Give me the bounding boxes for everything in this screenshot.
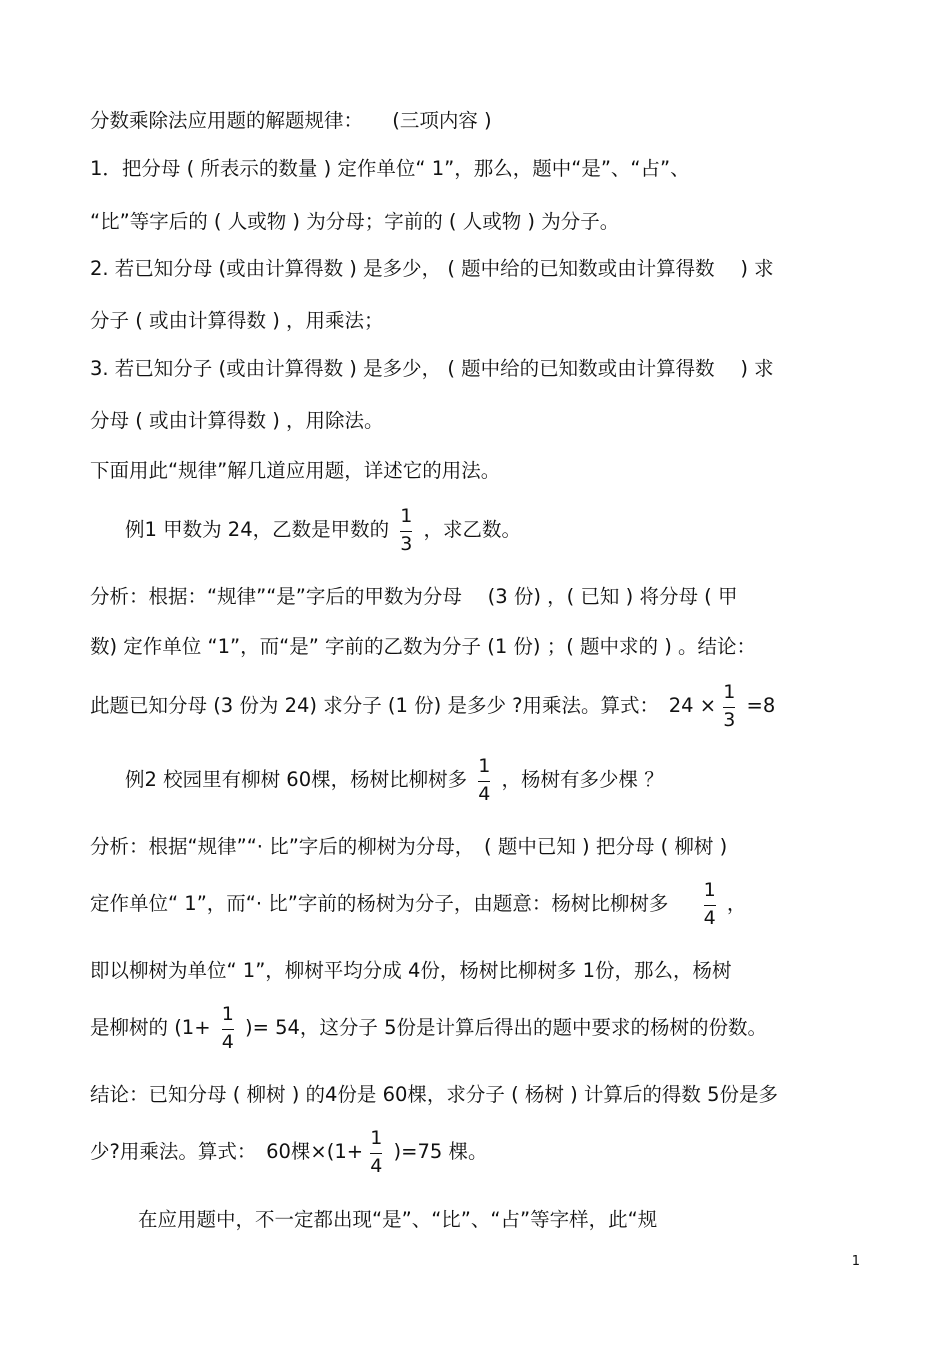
example2-analysis-4 bbox=[90, 1004, 862, 1053]
fraction-bar bbox=[400, 531, 412, 532]
example2-conclusion-text-1: 结论：已知分母 ( 柳树 ) 的4份是 60棵，求分子 ( 杨树 ) 计算后的得数 5份是多 bbox=[90, 1083, 779, 1106]
rule1-line-b bbox=[90, 209, 862, 235]
example2-analysis-1 bbox=[90, 834, 862, 860]
rule3-line-b bbox=[90, 408, 862, 434]
example2-conclusion-1 bbox=[90, 1082, 862, 1108]
example1-analysis-1 bbox=[90, 584, 862, 610]
example2-text-pre: 例2 校园里有柳树 60棵，杨树比柳树多 bbox=[125, 768, 468, 791]
closing-paragraph-line bbox=[138, 1207, 862, 1233]
fraction-numerator: 1 bbox=[370, 1126, 383, 1149]
example2-analysis-2 bbox=[90, 880, 862, 929]
example1-analysis-text-3: 此题已知分母 (3 份为 24) 求分子 (1 份) 是多少 ?用乘法。算式： 24 × bbox=[90, 694, 717, 717]
rule1-text-b: “比”等字后的 ( 人或物 ) 为分母；字前的 ( 人或物 ) 为分子。 bbox=[90, 210, 620, 233]
example1-result: =8 bbox=[746, 694, 776, 717]
example1-fraction bbox=[399, 504, 413, 555]
fraction-numerator: 1 bbox=[703, 878, 716, 901]
fraction-denominator: 4 bbox=[370, 1154, 383, 1177]
fraction-bar bbox=[478, 781, 490, 782]
fraction-bar bbox=[370, 1153, 382, 1154]
fraction-denominator: 4 bbox=[478, 782, 491, 805]
closing-paragraph-text: 在应用题中，不一定都出现“是”、“比”、“占”等字样，此“规 bbox=[138, 1208, 658, 1231]
rule2-line-a bbox=[90, 256, 862, 282]
example1-analysis-text-1: 分析：根据：“规律”“是”字后的甲数为分母 (3 份) ，( 已知 ) 将分母 ( 甲 bbox=[90, 585, 738, 608]
example2-analysis-text-4: 是柳树的 (1+ bbox=[90, 1016, 211, 1039]
fraction-denominator: 4 bbox=[703, 906, 716, 929]
example2-conclusion-text-2: 少?用乘法。算式： 60棵×(1+ bbox=[90, 1140, 364, 1163]
fraction-bar bbox=[222, 1029, 234, 1030]
example1-text-pre: 例1 甲数为 24，乙数是甲数的 bbox=[125, 518, 390, 541]
title-text: 分数乘除法应用题的解题规律： (三项内容 ) bbox=[90, 109, 492, 132]
fraction-denominator: 4 bbox=[221, 1030, 234, 1053]
example1-question bbox=[125, 506, 862, 555]
rule1-text-a: 1．把分母 ( 所表示的数量 ) 定作单位“ 1”，那么，题中“是”、“占”、 bbox=[90, 157, 690, 180]
example2-analysis-text-1: 分析：根据“规律”“· 比”字后的柳树为分母， ( 题中已知 ) 把分母 ( 柳树 ) bbox=[90, 835, 728, 858]
example2-analysis-text-2: 定作单位“ 1”，而“· 比”字前的杨树为分子，由题意：杨树比柳树多 bbox=[90, 892, 669, 915]
example2-analysis-text-2-post: ， bbox=[726, 892, 747, 915]
example2-analysis-text-4-post: )= 54，这分子 5份是计算后得出的题中要求的杨树的份数。 bbox=[244, 1016, 768, 1039]
example1-analysis-text-2: 数) 定作单位 “1”，而“是” 字前的乙数为分子 (1 份) ；( 题中求的 ) 。结论： bbox=[90, 635, 757, 658]
fraction-bar bbox=[723, 707, 735, 708]
title-line bbox=[90, 108, 862, 134]
page-number: 1 bbox=[851, 1254, 860, 1269]
example2-analysis-text-3: 即以柳树为单位“ 1”，柳树平均分成 4份，杨树比柳树多 1份，那么，杨树 bbox=[90, 959, 732, 982]
rule2-line-b bbox=[90, 308, 862, 334]
rule3-text-b: 分母 ( 或由计算得数 ) ，用除法。 bbox=[90, 409, 384, 432]
fraction-numerator: 1 bbox=[478, 754, 491, 777]
example2-formula-fraction bbox=[369, 1126, 383, 1177]
example2-analysis4-fraction bbox=[221, 1002, 235, 1053]
example2-fraction bbox=[477, 754, 491, 805]
fraction-numerator: 1 bbox=[400, 504, 413, 527]
intro-text: 下面用此“规律”解几道应用题，详述它的用法。 bbox=[90, 459, 501, 482]
example2-analysis-fraction bbox=[703, 878, 717, 929]
example1-analysis-3 bbox=[90, 682, 862, 731]
rule2-text-a: 2. 若已知分母 (或由计算得数 ) 是多少， ( 题中给的已知数或由计算得数 ) 求 bbox=[90, 257, 774, 280]
example1-analysis-2 bbox=[90, 634, 862, 660]
fraction-denominator: 3 bbox=[400, 532, 413, 555]
rule3-line-a bbox=[90, 356, 862, 382]
fraction-bar bbox=[704, 905, 716, 906]
example2-question bbox=[125, 756, 862, 805]
example1-text-post: ，求乙数。 bbox=[423, 518, 522, 541]
rule1-line-a bbox=[90, 156, 862, 182]
rule2-text-b: 分子 ( 或由计算得数 ) ，用乘法； bbox=[90, 309, 384, 332]
example1-formula-fraction bbox=[722, 680, 736, 731]
fraction-numerator: 1 bbox=[221, 1002, 234, 1025]
example2-conclusion-2 bbox=[90, 1128, 862, 1177]
fraction-numerator: 1 bbox=[723, 680, 736, 703]
example2-text-post: ，杨树有多少棵 ？ bbox=[501, 768, 664, 791]
example2-result: )=75 棵。 bbox=[393, 1140, 488, 1163]
rule3-text-a: 3. 若已知分子 (或由计算得数 ) 是多少， ( 题中给的已知数或由计算得数 ) 求 bbox=[90, 357, 774, 380]
intro-line bbox=[90, 458, 862, 484]
fraction-denominator: 3 bbox=[723, 708, 736, 731]
example2-analysis-3 bbox=[90, 958, 862, 984]
